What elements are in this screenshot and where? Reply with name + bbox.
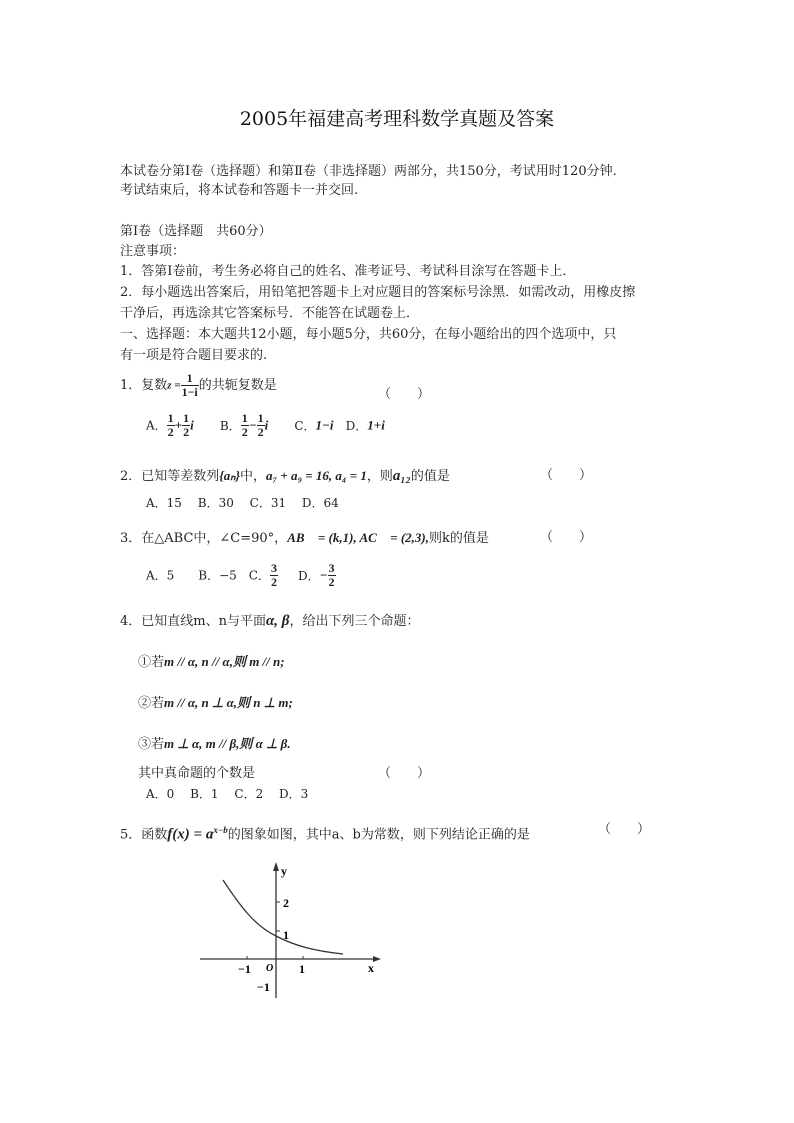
tick-label-x1: 1 bbox=[299, 962, 305, 976]
q2-sequence: {aₙ} bbox=[219, 468, 241, 483]
q2-target: a₁₂ bbox=[392, 468, 411, 484]
q1-optB-frac2: $\frac{1}{2}$ bbox=[257, 411, 264, 439]
q4-proposition-2: ②若m // α, n ⊥ α,则 n ⊥ m; bbox=[138, 695, 293, 711]
q3-answer-paren: （ ） bbox=[540, 530, 593, 545]
tick-label-y2: 2 bbox=[283, 896, 289, 910]
question-2: 2．已知等差数列{aₙ}中，a₇ + a₉ = 16, a₄ = 1，则a₁₂的值是 bbox=[120, 468, 450, 484]
q4-count: 其中真命题的个数是 bbox=[138, 766, 256, 781]
q1-z: z = bbox=[167, 379, 181, 392]
intro-line-2: 考试结束后，将本试卷和答题卡一并交回. bbox=[120, 183, 359, 198]
notice-item-1: 1．答第Ⅰ卷前，考生务必将自己的姓名、准考证号、考试科目涂写在答题卡上． bbox=[120, 264, 576, 279]
q1-frac-num: 1 bbox=[181, 372, 199, 386]
q3-vectors: AB⃗ = (k,1), AC⃗ = (2,3), bbox=[287, 530, 429, 545]
q1-fraction bbox=[181, 372, 199, 399]
q1-answer-paren: （ ） bbox=[378, 387, 431, 402]
q4-answer-paren: （ ） bbox=[378, 766, 431, 781]
tick-label-y1: 1 bbox=[283, 928, 289, 942]
q4-proposition-3: ③若m ⊥ α, m // β,则 α ⊥ β. bbox=[138, 736, 291, 752]
tick-label-yneg1: −1 bbox=[257, 980, 270, 994]
page-title: 2005年福建高考理科数学真题及答案 bbox=[239, 108, 555, 130]
q3-optC-frac: $\frac{3}{2}$ bbox=[271, 561, 277, 589]
q4-planes: α, β bbox=[265, 613, 290, 629]
x-axis-label: x bbox=[368, 961, 374, 975]
question-4: 4．已知直线m、n与平面α, β，给出下列三个命题： bbox=[120, 613, 420, 629]
q1-options: A． $\frac{1}{2}$ + $\frac{1}{2}$ i B． $\frac{1}{2}$ − $\frac{1}{2}$ i C．1−i D．1+i bbox=[146, 411, 385, 439]
q3-options: A．5 B．−5 C． $\frac{3}{2}$ D．− $\frac{3}{2}$ bbox=[146, 561, 335, 589]
question-5: 5．函数$f(x) = a^{x-b}$的图象如图，其中a、b为常数，则下列结论正确的是 bbox=[120, 825, 530, 843]
q1-optB-frac1: $\frac{1}{2}$ bbox=[241, 411, 248, 439]
q2-options: A．15 B．30 C．31 D．64 bbox=[146, 496, 339, 510]
q5-answer-paren: （ ） bbox=[598, 822, 651, 837]
question-1 bbox=[120, 372, 277, 399]
y-axis-label: y bbox=[281, 864, 287, 878]
notice-item-2-line-2: 干净后，再选涂其它答案标号．不能答在试题卷上． bbox=[120, 306, 420, 321]
curve bbox=[223, 880, 343, 954]
q5-exponent: x−b bbox=[213, 825, 228, 835]
section-heading: 第Ⅰ卷（选择题 共60分） bbox=[120, 224, 272, 239]
question-3: 3．在△ABC中，∠C=90°，AB⃗ = (k,1), AC⃗ = (2,3),则k的值是 bbox=[120, 530, 489, 546]
q4-proposition-1: ①若m // α, n // α,则 m // n; bbox=[138, 654, 285, 670]
origin-label: O bbox=[266, 963, 274, 974]
q3-optD-frac: $\frac{3}{2}$ bbox=[328, 561, 335, 589]
notice-title: 注意事项： bbox=[120, 244, 186, 259]
q4-options: A．0 B．1 C．2 D．3 bbox=[146, 787, 309, 801]
q1-suffix: 的共轭复数是 bbox=[198, 377, 277, 393]
y-axis-arrow bbox=[273, 862, 279, 871]
q5-function: f(x) = a bbox=[167, 826, 214, 843]
q1-optA-frac2: $\frac{1}{2}$ bbox=[183, 411, 190, 439]
part1-line-1: 一、选择题：本大题共12小题，每小题5分，共60分，在每小题给出的四个选项中，只 bbox=[120, 327, 617, 342]
x-axis-arrow bbox=[373, 956, 381, 962]
q1-prefix: 1．复数 bbox=[120, 377, 168, 393]
notice-item-2-line-1: 2．每小题选出答案后，用铅笔把答题卡上对应题目的答案标号涂黑．如需改动，用橡皮擦 bbox=[120, 285, 636, 300]
q1-optA-frac1: $\frac{1}{2}$ bbox=[167, 411, 174, 439]
function-graph bbox=[195, 858, 385, 1008]
q1-frac-den: 1−i bbox=[181, 385, 198, 399]
tick-label-xneg1: −1 bbox=[238, 962, 251, 976]
part1-line-2: 有一项是符合题目要求的. bbox=[120, 348, 268, 363]
q2-answer-paren: （ ） bbox=[540, 468, 593, 483]
intro-line-1: 本试卷分第Ⅰ卷（选择题）和第Ⅱ卷（非选择题）两部分，共150分，考试用时120分钟. bbox=[120, 164, 617, 179]
q2-condition: a₇ + a₉ = 16, a₄ = 1 bbox=[266, 468, 367, 483]
